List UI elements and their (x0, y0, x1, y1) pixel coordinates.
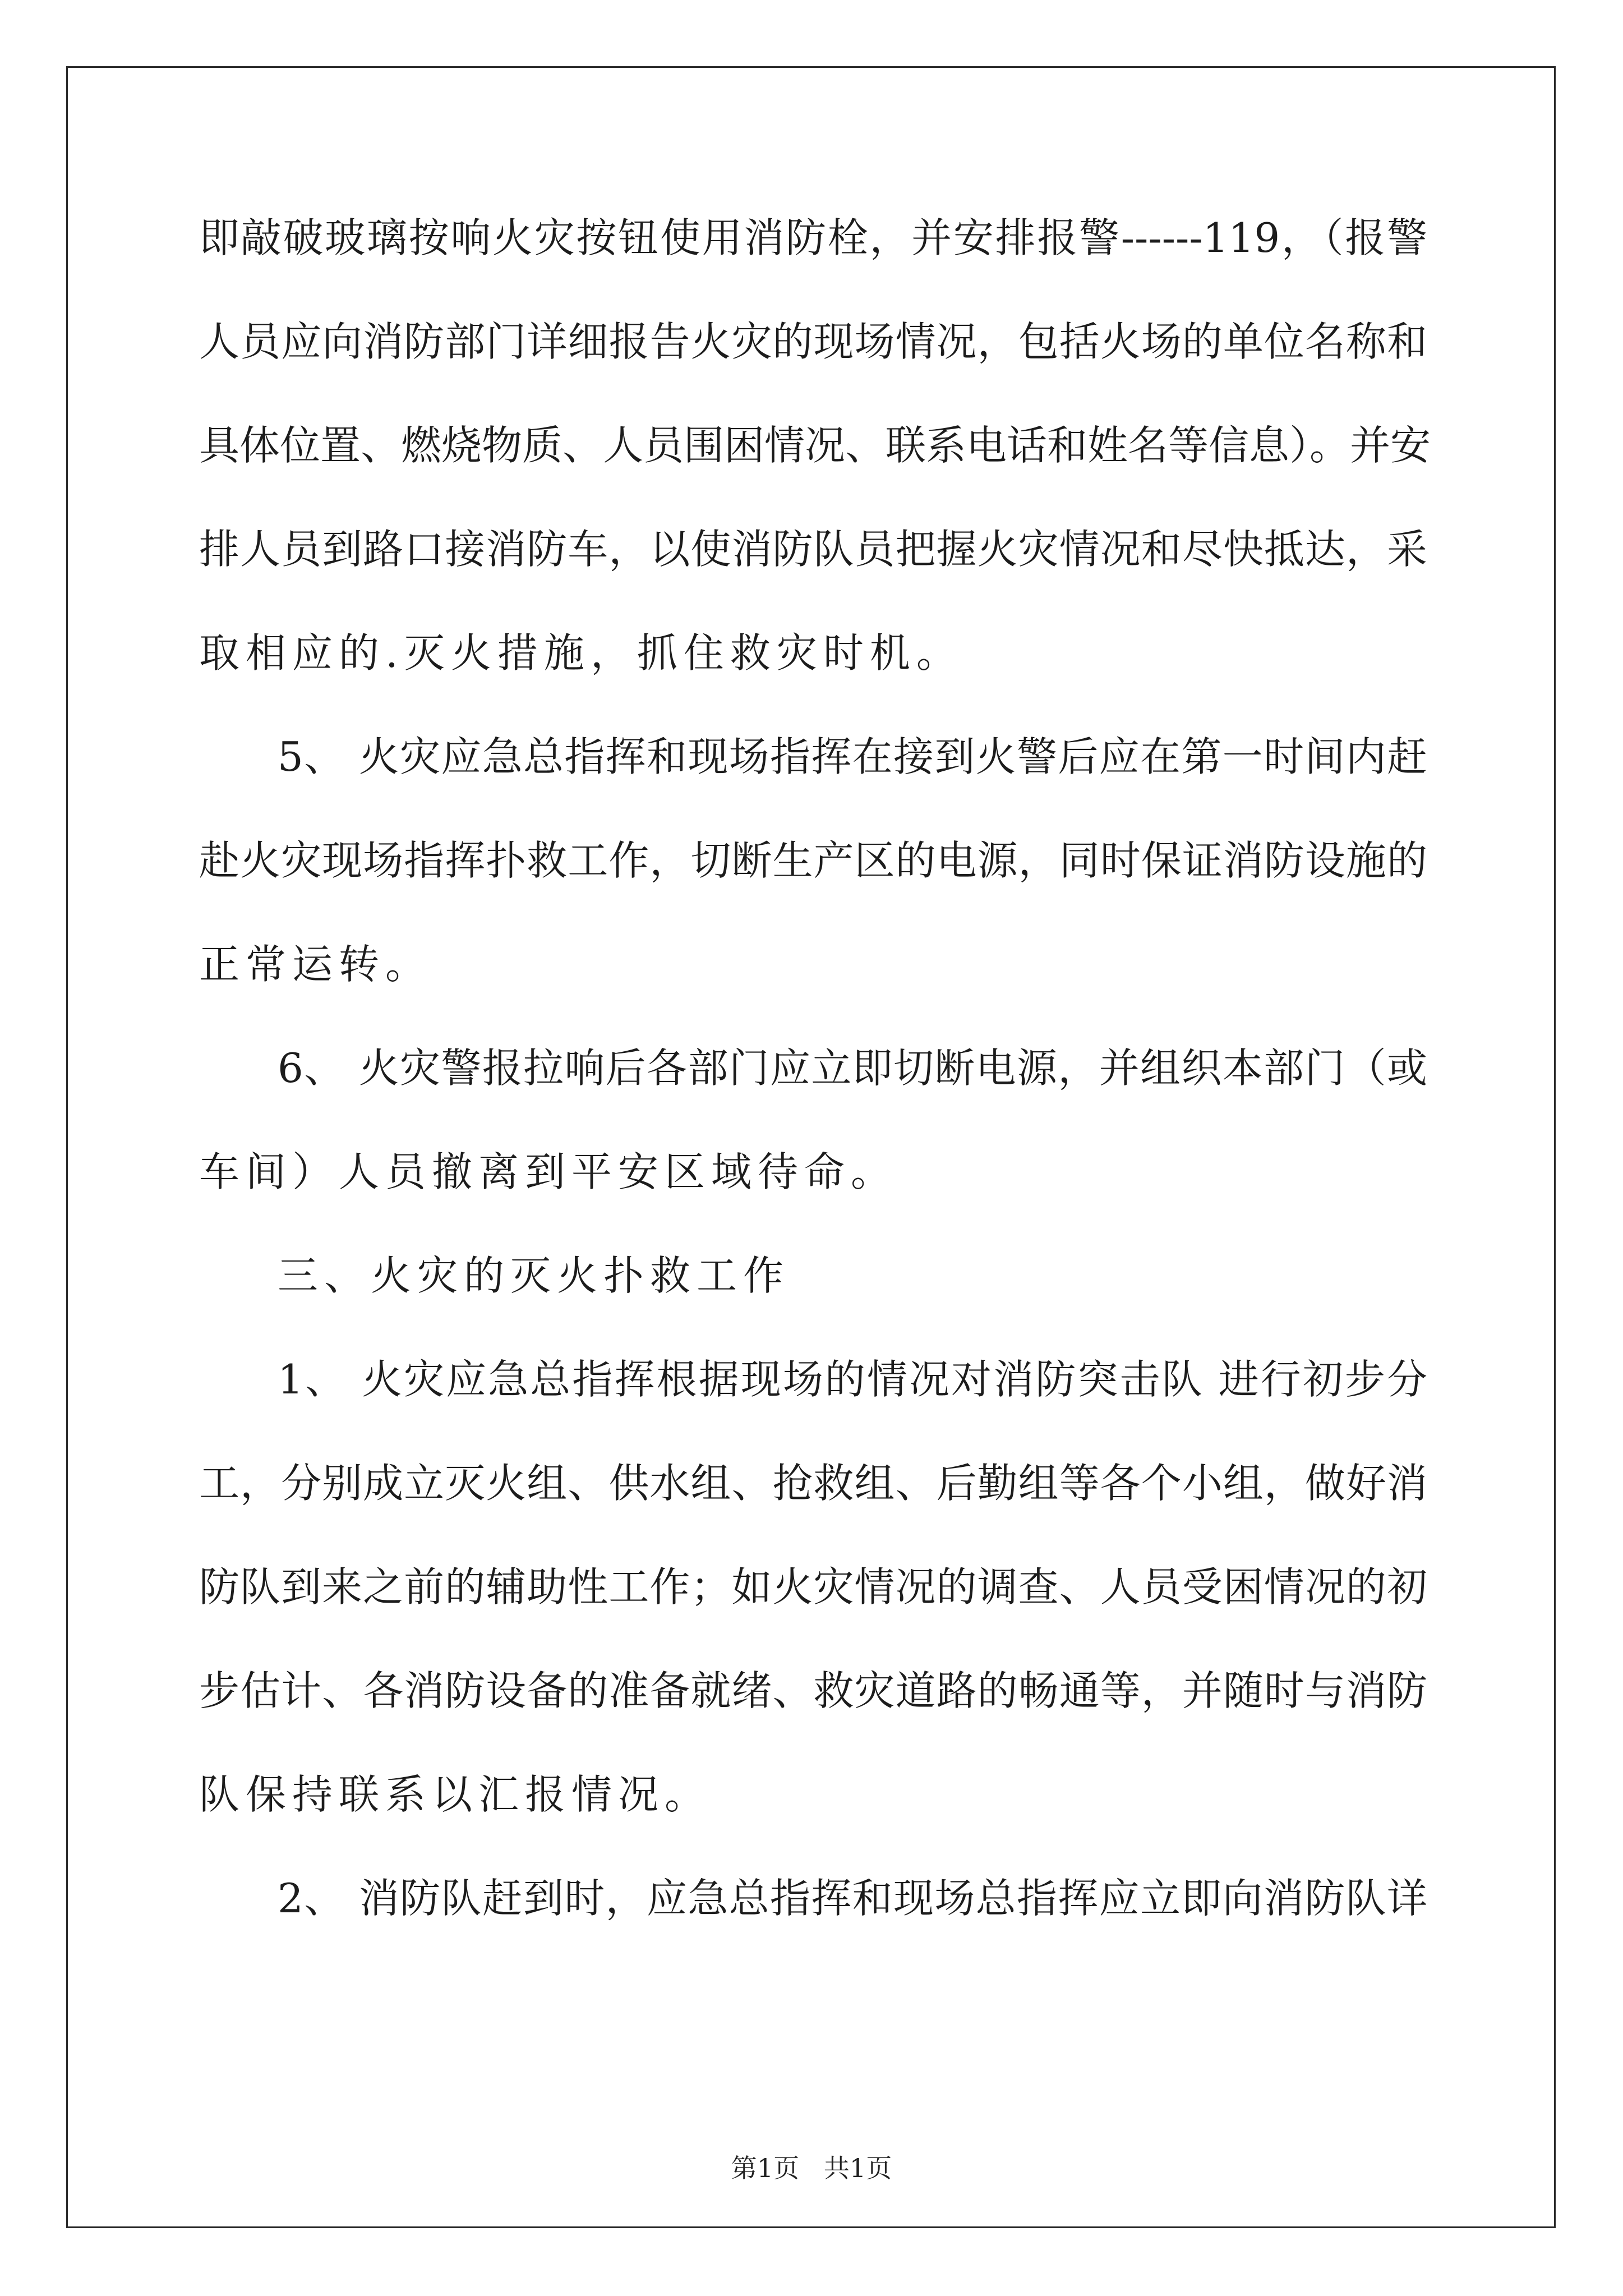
page-footer: 第1页 共1页 (731, 2153, 892, 2183)
text-line: 取相应的.灭火措施，抓住救灾时机。 (199, 629, 963, 677)
text-line: 队保持联系以汇报情况。 (199, 1771, 712, 1818)
section-heading: 三、火灾的灭火扑救工作 (278, 1252, 790, 1299)
paragraph-1-first-line: 1、 火灾应急总指挥根据现场的情况对消防突击队 进行初步分 (278, 1356, 1427, 1403)
text-line: 步估计、各消防设备的准备就绪、救灾道路的畅通等，并随时与消防 (199, 1667, 1427, 1714)
text-line: 赴火灾现场指挥扑救工作，切断生产区的电源，同时保证消防设施的 (199, 837, 1427, 884)
text-line: 即敲破玻璃按响火灾按钮使用消防栓，并安排报警------119，（报警 (199, 214, 1427, 261)
text-line: 正常运转。 (199, 941, 432, 988)
paragraph-5-first-line: 5、 火灾应急总指挥和现场指挥在接到火警后应在第一时间内赶 (278, 733, 1427, 780)
text-line: 防队到来之前的辅助性工作；如火灾情况的调查、人员受困情况的初 (199, 1563, 1427, 1611)
text-line: 具体位置、燃烧物质、人员围困情况、联系电话和姓名等信息）。并安 (199, 422, 1431, 469)
text-line: 工，分别成立灭火组、供水组、抢救组、后勤组等各个小组，做好消 (199, 1460, 1427, 1507)
text-line: 车间）人员撤离到平安区域待命。 (199, 1148, 898, 1195)
paragraph-6-first-line: 6、 火灾警报拉响后各部门应立即切断电源，并组织本部门（或 (278, 1045, 1427, 1092)
text-line: 排人员到路口接消防车，以使消防队员把握火灾情况和尽快抵达，采 (199, 526, 1427, 573)
text-line: 人员应向消防部门详细报告火灾的现场情况，包括火场的单位名称和 (199, 318, 1427, 365)
paragraph-2-first-line: 2、 消防队赶到时，应急总指挥和现场总指挥应立即向消防队详 (278, 1875, 1427, 1922)
